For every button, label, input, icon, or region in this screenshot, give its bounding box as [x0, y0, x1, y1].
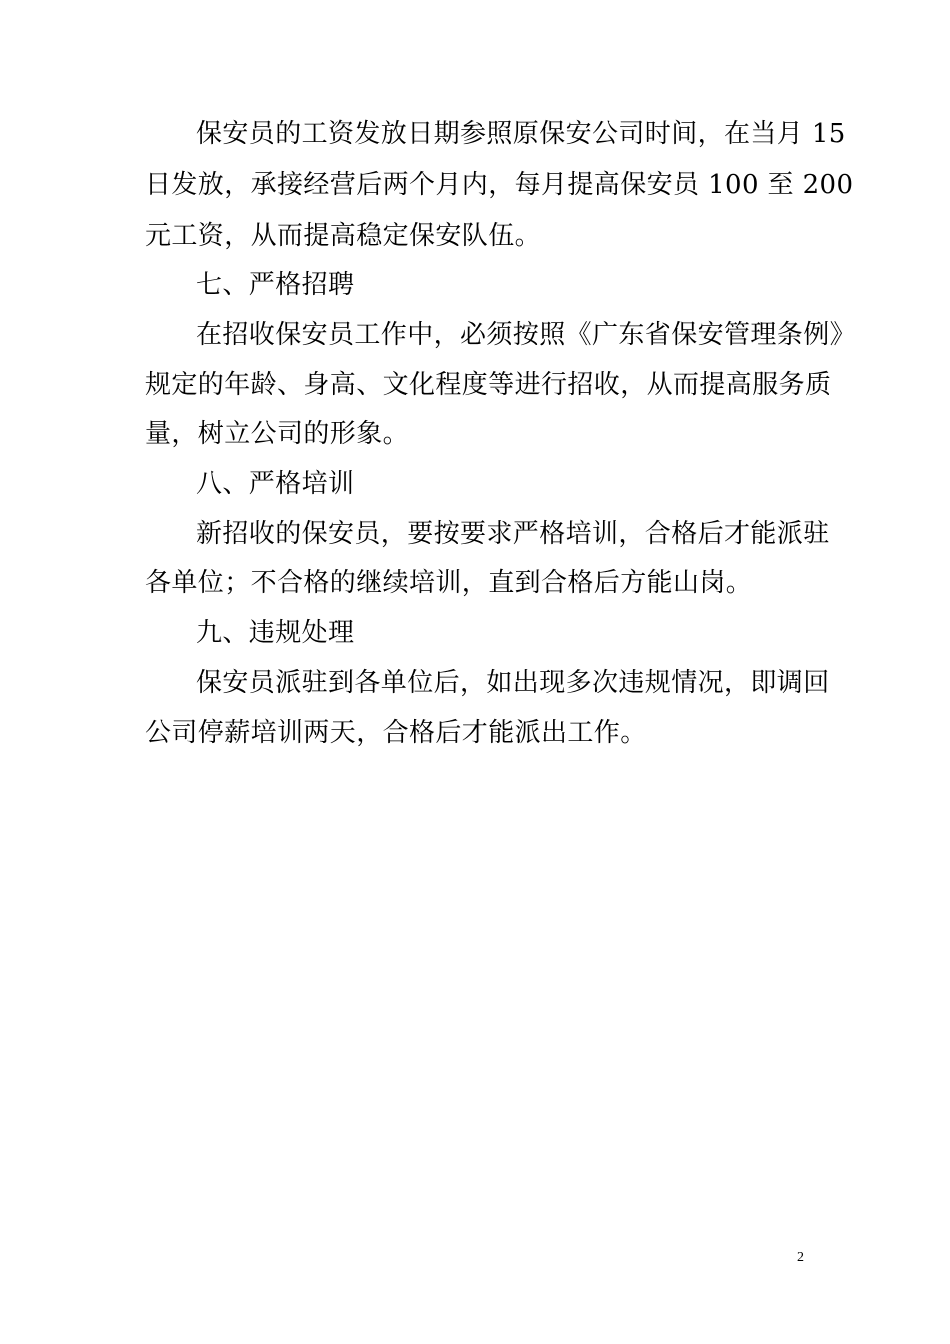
section-heading: 七、严格招聘: [196, 270, 355, 300]
section-heading: 八、严格培训: [196, 469, 355, 499]
paragraph-line: 公司停薪培训两天，合格后才能派出工作。: [145, 718, 647, 748]
paragraph-line: 日发放，承接经营后两个月内，每月提高保安员 100 至 200: [145, 170, 854, 200]
section-heading: 九、违规处理: [196, 618, 355, 648]
paragraph-line: 规定的年龄、身高、文化程度等进行招收，从而提高服务质: [145, 370, 832, 400]
paragraph-line: 量，树立公司的形象。: [145, 419, 410, 449]
paragraph-line: 在招收保安员工作中，必须按照《广东省保安管理条例》: [196, 320, 857, 350]
paragraph-line: 各单位；不合格的继续培训，直到合格后方能山岗。: [145, 568, 753, 598]
paragraph-line: 保安员派驻到各单位后，如出现多次违规情况，即调回: [196, 668, 830, 698]
page-number: 2: [797, 1250, 804, 1265]
paragraph-line: 新招收的保安员，要按要求严格培训，合格后才能派驻: [196, 519, 830, 549]
paragraph-line: 保安员的工资发放日期参照原保安公司时间，在当月 15: [196, 119, 846, 149]
paragraph-line: 元工资，从而提高稳定保安队伍。: [145, 221, 542, 251]
